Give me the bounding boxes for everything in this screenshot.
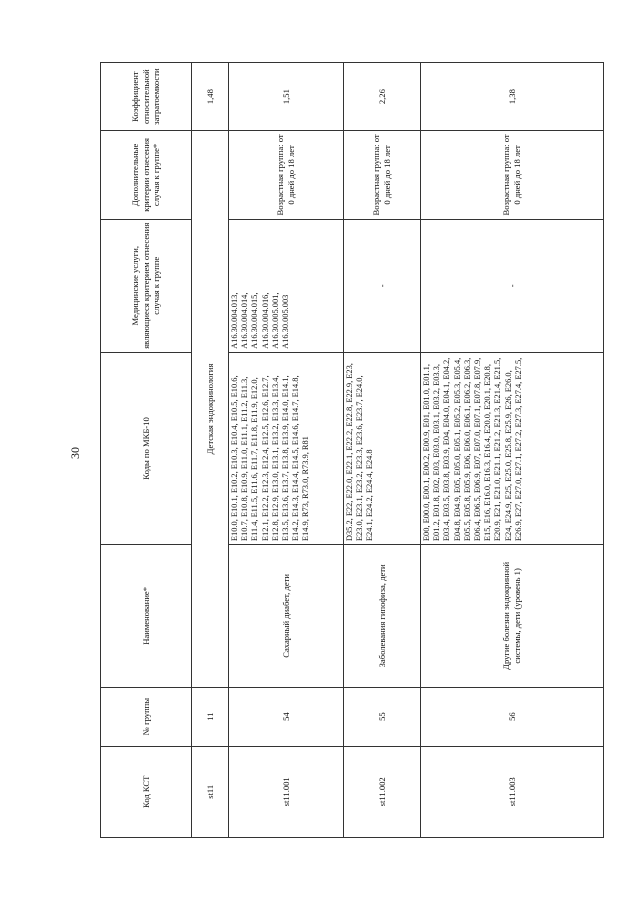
section-title: Детская эндокринология xyxy=(192,131,229,687)
header-services: Медицинские услуги, являющиеся критерием отнесения случая к группе xyxy=(101,219,192,352)
cell-name: Сахарный диабет, дети xyxy=(229,545,344,688)
cell-kst-code: st11.001 xyxy=(229,746,344,837)
cell-coefficient: 1,38 xyxy=(421,63,604,131)
cell-kst-code: st11 xyxy=(192,746,229,837)
cell-coefficient: 1,48 xyxy=(192,63,229,131)
cell-kst-code: st11.003 xyxy=(421,746,604,837)
cell-group-no: 11 xyxy=(192,687,229,746)
header-kst-code: Код КСТ xyxy=(101,746,192,837)
cell-kst-code: st11.002 xyxy=(344,746,421,837)
cell-services: - xyxy=(344,219,421,352)
cell-group-no: 54 xyxy=(229,687,344,746)
cell-icd10: E00, E00.0, E00.1, E00.2, E00.9, E01, E01.0, E01.1, E01.2, E01.8, E02, E03, E03.0, E03.1, E03.2, E03.3, E03.4, E03.5, E03.8, E03.9, E04, E04.0, E04.1, E04.2, E04.8, E04.9, E05, E05.0, E05.1, E05.2, E05.3, E05.4, E05.5, E05.8, E05.9, E06, E06.0, E06.1, E06.2, E06.3, E06.4, E06.5, E06.9, E07, E07.0, E07.1, E07.8, E07.9, E15, E16, E16.0, E16.3, E16.4, E20.0, E20.1, E20.8, E20.9, E21, E21.0, E21.1, E21.2, E21.3, E21.4, E21.5, E24, E24.9, E25, E25.0, E25.8, E25.9, E26, E26.0, E26.9, E27, E27.0, E27.1, E27.2, E27.3, E27.4, E27.5, xyxy=(421,352,604,544)
cell-additional: Возрастная группа: от 0 дней до 18 лет xyxy=(344,131,421,219)
table-row xyxy=(229,63,344,838)
table-row xyxy=(421,63,604,838)
ksg-table-rotated xyxy=(100,62,600,838)
cell-services: A16.30.004.013, A16.30.004.014, A16.30.004.015, A16.30.004.016, A16.30.005.001, A16.30.005.003 xyxy=(229,219,344,352)
table-row xyxy=(344,63,421,838)
cell-additional: Возрастная группа: от 0 дней до 18 лет xyxy=(229,131,344,219)
cell-coefficient: 1,51 xyxy=(229,63,344,131)
header-icd10: Коды по МКБ-10 xyxy=(101,352,192,544)
cell-name: Заболевания гипофиза, дети xyxy=(344,545,421,688)
header-name: Наименование* xyxy=(101,545,192,688)
cell-name: Другие болезни эндокринной системы, дети (уровень 1) xyxy=(421,545,604,688)
cell-additional: Возрастная группа: от 0 дней до 18 лет xyxy=(421,131,604,219)
page-number: 30 xyxy=(68,447,82,459)
header-additional: Дополнительные критерии отнесения случая к группе* xyxy=(101,131,192,219)
cell-group-no: 55 xyxy=(344,687,421,746)
ksg-table xyxy=(100,62,604,838)
cell-icd10: D35.2, E22, E22.0, E22.1, E22.2, E22.8, E22.9, E23, E23.0, E23.1, E23.2, E23.3, E23.6, E23.7, E24.0, E24.1, E24.2, E24.4, E24.8 xyxy=(344,352,421,544)
header-group-no: № группы xyxy=(101,687,192,746)
cell-icd10: E10.0, E10.1, E10.2, E10.3, E10.4, E10.5, E10.6, E10.7, E10.8, E10.9, E11.0, E11.1, E11.2, E11.3, E11.4, E11.5, E11.6, E11.7, E11.8, E11.9, E12.0, E12.1, E12.2, E12.3, E12.4, E12.5, E12.6, E12.7, E12.8, E12.9, E13.0, E13.1, E13.2, E13.3, E13.4, E13.5, E13.6, E13.7, E13.8, E13.9, E14.0, E14.1, E14.2, E14.3, E14.4, E14.5, E14.6, E14.7, E14.8, E14.9, R73, R73.0, R73.9, R81 xyxy=(229,352,344,544)
cell-services: - xyxy=(421,219,604,352)
header-coefficient: Коэффициент относительной затратоемкости xyxy=(101,63,192,131)
table-row-section xyxy=(192,63,229,838)
cell-coefficient: 2,26 xyxy=(344,63,421,131)
cell-group-no: 56 xyxy=(421,687,604,746)
